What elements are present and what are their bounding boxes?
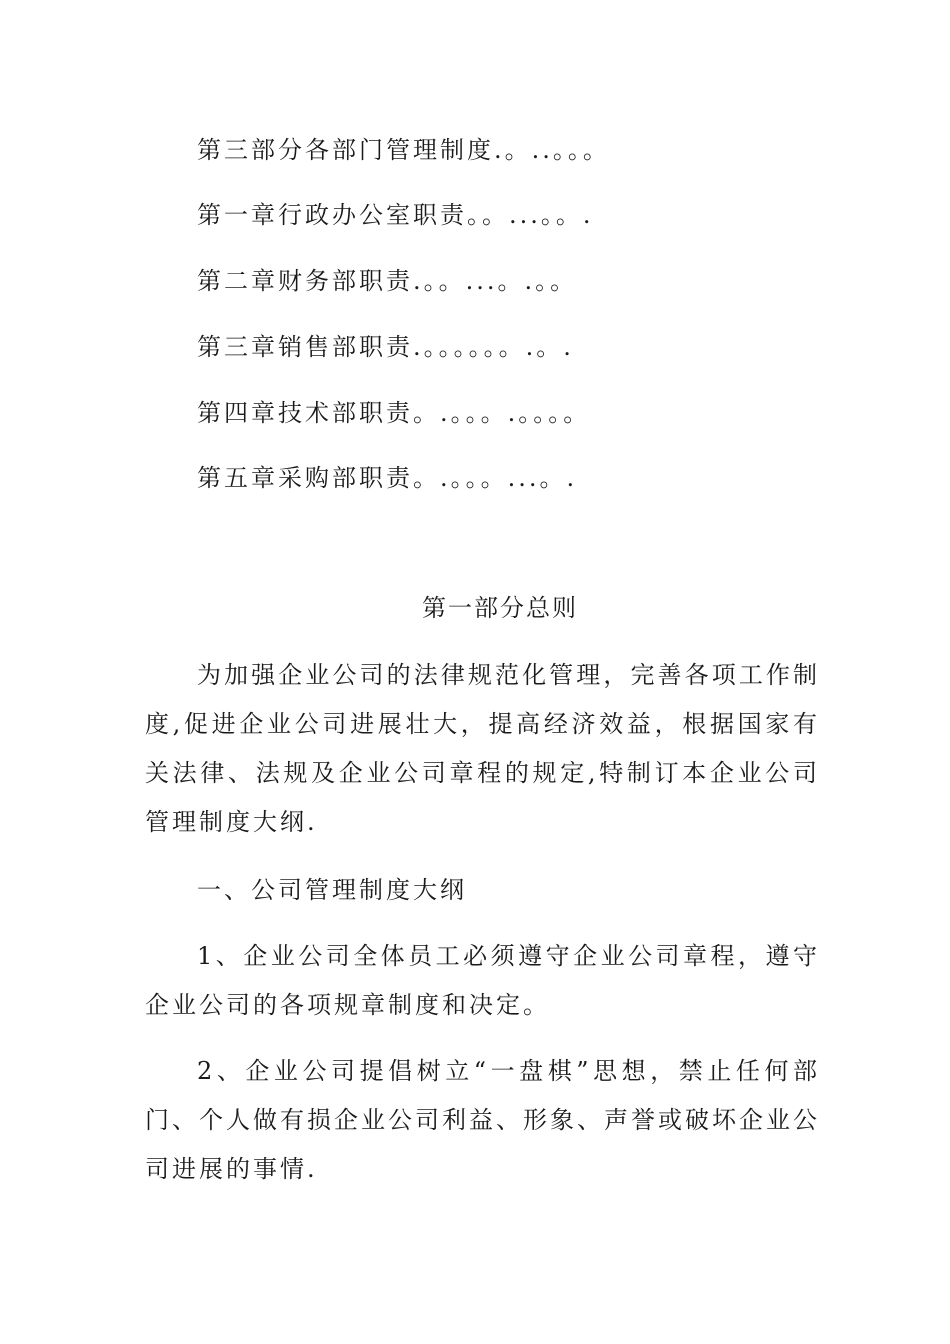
toc-entry-chapter-one: 第一章行政办公室职责。。...。。. [197, 201, 594, 229]
rule-item-1: 1、企业公司全体员工必须遵守企业公司章程，遵守企业公司的各项规章制度和决定。 [145, 942, 820, 1019]
toc-entry-chapter-three: 第三章销售部职责.。。。。。。.。. [197, 333, 574, 361]
rule-item-2: 2、企业公司提倡树立“一盘棋”思想，禁止任何部门、个人做有损企业公司利益、形象、声誉或破坏企业公司进展的事情. [145, 1057, 820, 1183]
intro-paragraph: 为加强企业公司的法律规范化管理，完善各项工作制度,促进企业公司进展壮大，提高经济效益，根据国家有关法律、法规及企业公司章程的规定,特制订本企业公司管理制度大纲. [145, 661, 820, 836]
subheading: 一、公司管理制度大纲 [197, 876, 467, 904]
toc-entry-chapter-five: 第五章采购部职责。.。。。...。. [197, 464, 578, 492]
toc-entry-chapter-two: 第二章财务部职责.。。...。.。。 [197, 267, 578, 295]
toc-entry-chapter-four: 第四章技术部职责。.。。。.。。。。 [197, 399, 591, 427]
toc-entry-part-three: 第三部分各部门管理制度.。..。。。 [197, 136, 610, 164]
section-title: 第一部分总则 [422, 594, 578, 622]
